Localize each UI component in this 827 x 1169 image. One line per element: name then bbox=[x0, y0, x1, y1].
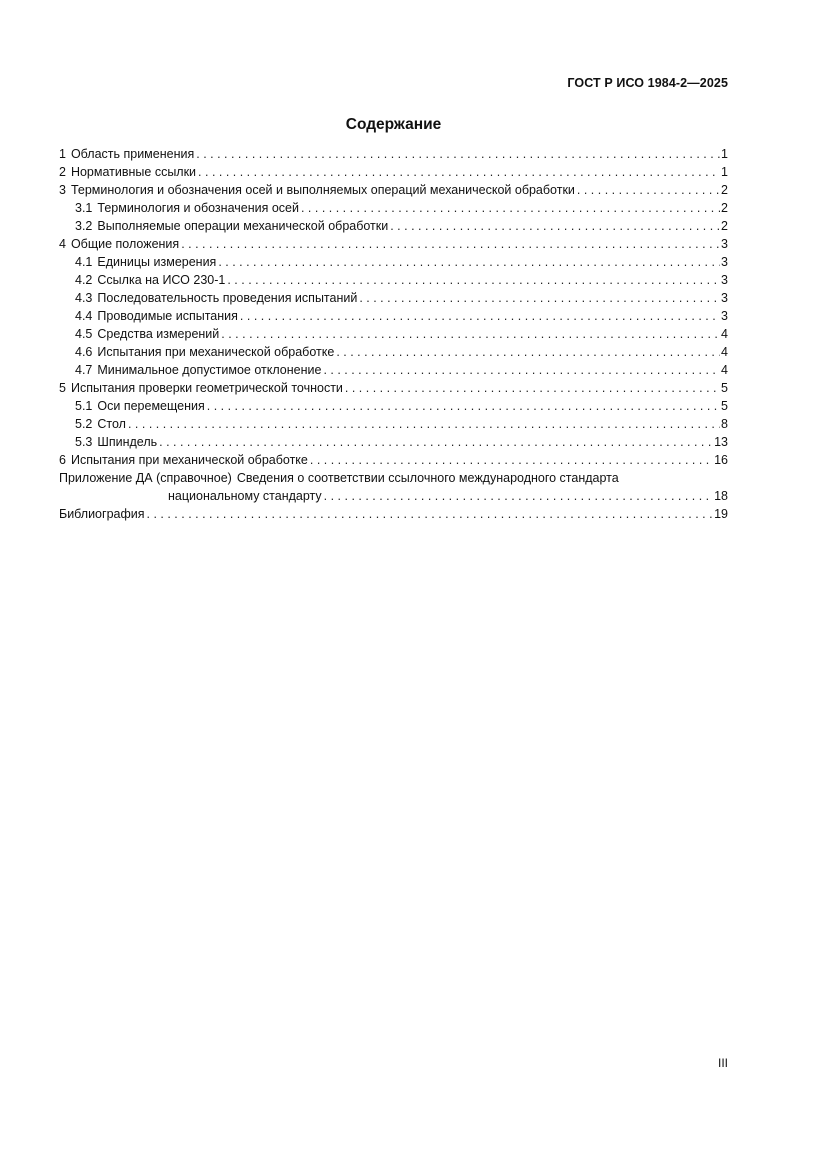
toc-entry-title: Ссылка на ИСО 230-1 bbox=[97, 273, 226, 287]
toc-entry-page: 5 bbox=[721, 381, 728, 395]
dot-leader bbox=[323, 361, 720, 379]
toc-entry-title: Библиография bbox=[59, 507, 145, 521]
toc-entry-number: 4.3 bbox=[75, 291, 93, 305]
toc-entry-number: 4.5 bbox=[75, 327, 93, 341]
toc-entry-5-3[interactable] bbox=[59, 433, 728, 451]
toc-entry-title: Проводимые испытания bbox=[97, 309, 238, 323]
dot-leader bbox=[181, 235, 720, 253]
toc-entry-title: Стол bbox=[97, 417, 126, 431]
toc-entry-title: Средства измерений bbox=[97, 327, 220, 341]
toc-entry-title: Нормативные ссылки bbox=[70, 165, 197, 179]
toc-entry-1[interactable] bbox=[59, 145, 728, 163]
dot-leader bbox=[345, 379, 720, 397]
toc-entry-page: 2 bbox=[721, 201, 728, 215]
dot-leader bbox=[240, 307, 720, 325]
dot-leader bbox=[196, 145, 720, 163]
toc-appendix-entry-continuation[interactable] bbox=[59, 487, 728, 505]
toc-entry-4-7[interactable] bbox=[59, 361, 728, 379]
document-code: ГОСТ Р ИСО 1984-2—2025 bbox=[567, 76, 728, 90]
toc-entry-page: 18 bbox=[714, 489, 728, 503]
toc-entry-number: 4.4 bbox=[75, 309, 93, 323]
toc-entry-number: 4.6 bbox=[75, 345, 93, 359]
toc-entry-2[interactable] bbox=[59, 163, 728, 181]
dot-leader bbox=[147, 505, 714, 523]
dot-leader bbox=[390, 217, 720, 235]
toc-entry-title: Шпиндель bbox=[97, 435, 158, 449]
toc-entry-title: Общие положения bbox=[70, 237, 180, 251]
toc-entry-4-3[interactable] bbox=[59, 289, 728, 307]
toc-entry-page: 16 bbox=[714, 453, 728, 467]
dot-leader bbox=[159, 433, 713, 451]
toc-entry-page: 13 bbox=[714, 435, 728, 449]
dot-leader bbox=[128, 415, 720, 433]
toc-entry-number: 3 bbox=[59, 183, 66, 197]
toc-entry-title: Последовательность проведения испытаний bbox=[97, 291, 358, 305]
dot-leader bbox=[198, 163, 720, 181]
table-of-contents bbox=[59, 145, 728, 523]
toc-entry-page: 4 bbox=[721, 327, 728, 341]
toc-entry-page: 1 bbox=[721, 165, 728, 179]
toc-entry-page: 3 bbox=[721, 291, 728, 305]
toc-entry-number: 4.2 bbox=[75, 273, 93, 287]
toc-entry-page: 19 bbox=[714, 507, 728, 521]
toc-entry-6[interactable] bbox=[59, 451, 728, 469]
toc-entry-page: 2 bbox=[721, 219, 728, 233]
toc-entry-title: Терминология и обозначения осей bbox=[97, 201, 299, 215]
toc-entry-page: 3 bbox=[721, 255, 728, 269]
toc-entry-page: 4 bbox=[721, 363, 728, 377]
toc-entry-title: Выполняемые операции механической обработки bbox=[97, 219, 389, 233]
dot-leader bbox=[207, 397, 720, 415]
toc-entry-number: 1 bbox=[59, 147, 66, 161]
toc-entry-number: 5.1 bbox=[75, 399, 93, 413]
toc-entry-4-2[interactable] bbox=[59, 271, 728, 289]
toc-entry-title: Оси перемещения bbox=[97, 399, 205, 413]
toc-entry-4-4[interactable] bbox=[59, 307, 728, 325]
toc-entry-3[interactable] bbox=[59, 181, 728, 199]
toc-entry-title: Испытания при механической обработке bbox=[70, 453, 308, 467]
dot-leader bbox=[218, 253, 720, 271]
page-number: III bbox=[717, 1056, 728, 1070]
toc-entry-page: 8 bbox=[721, 417, 728, 431]
dot-leader bbox=[301, 199, 720, 217]
toc-entry-number: 2 bbox=[59, 165, 66, 179]
toc-entry-page: 2 bbox=[721, 183, 728, 197]
toc-entry-number: 4 bbox=[59, 237, 66, 251]
toc-entry-number: 6 bbox=[59, 453, 66, 467]
toc-entry-number: 4.7 bbox=[75, 363, 93, 377]
toc-title: Содержание bbox=[345, 116, 442, 133]
toc-appendix-entry[interactable] bbox=[59, 469, 728, 487]
toc-entry-4-6[interactable] bbox=[59, 343, 728, 361]
toc-entry-page: 1 bbox=[721, 147, 728, 161]
dot-leader bbox=[336, 343, 720, 361]
toc-entry-5-2[interactable] bbox=[59, 415, 728, 433]
dot-leader bbox=[310, 451, 713, 469]
appendix-title-line2: национальному стандарту bbox=[168, 489, 322, 503]
toc-entry-page: 5 bbox=[721, 399, 728, 413]
appendix-label: Приложение ДА (справочное) bbox=[59, 471, 232, 485]
toc-entry-title: Испытания проверки геометрической точности bbox=[70, 381, 343, 395]
toc-entry-4[interactable] bbox=[59, 235, 728, 253]
toc-entry-title: Минимальное допустимое отклонение bbox=[97, 363, 322, 377]
toc-entry-5[interactable] bbox=[59, 379, 728, 397]
toc-entry-3-1[interactable] bbox=[59, 199, 728, 217]
dot-leader bbox=[227, 271, 720, 289]
toc-entry-page: 3 bbox=[721, 273, 728, 287]
dot-leader bbox=[324, 487, 713, 505]
toc-entry-number: 3.1 bbox=[75, 201, 93, 215]
toc-entry-page: 4 bbox=[721, 345, 728, 359]
dot-leader bbox=[577, 181, 720, 199]
toc-entry-number: 5.2 bbox=[75, 417, 93, 431]
dot-leader bbox=[359, 289, 720, 307]
dot-leader bbox=[221, 325, 720, 343]
toc-entry-number: 4.1 bbox=[75, 255, 93, 269]
toc-entry-title: Единицы измерения bbox=[97, 255, 217, 269]
toc-entry-number: 3.2 bbox=[75, 219, 93, 233]
toc-entry-5-1[interactable] bbox=[59, 397, 728, 415]
toc-entry-title: Терминология и обозначения осей и выполняемых операций механической обработки bbox=[70, 183, 575, 197]
toc-entry-3-2[interactable] bbox=[59, 217, 728, 235]
toc-entry-page: 3 bbox=[721, 309, 728, 323]
toc-entry-title: Испытания при механической обработке bbox=[97, 345, 335, 359]
toc-entry-title: Область применения bbox=[70, 147, 195, 161]
toc-entry-bibliography[interactable] bbox=[59, 505, 728, 523]
toc-entry-4-1[interactable] bbox=[59, 253, 728, 271]
toc-entry-4-5[interactable] bbox=[59, 325, 728, 343]
toc-entry-number: 5 bbox=[59, 381, 66, 395]
appendix-title-line1: Сведения о соответствии ссылочного международного стандарта bbox=[236, 471, 619, 485]
toc-entry-number: 5.3 bbox=[75, 435, 93, 449]
toc-entry-page: 3 bbox=[721, 237, 728, 251]
